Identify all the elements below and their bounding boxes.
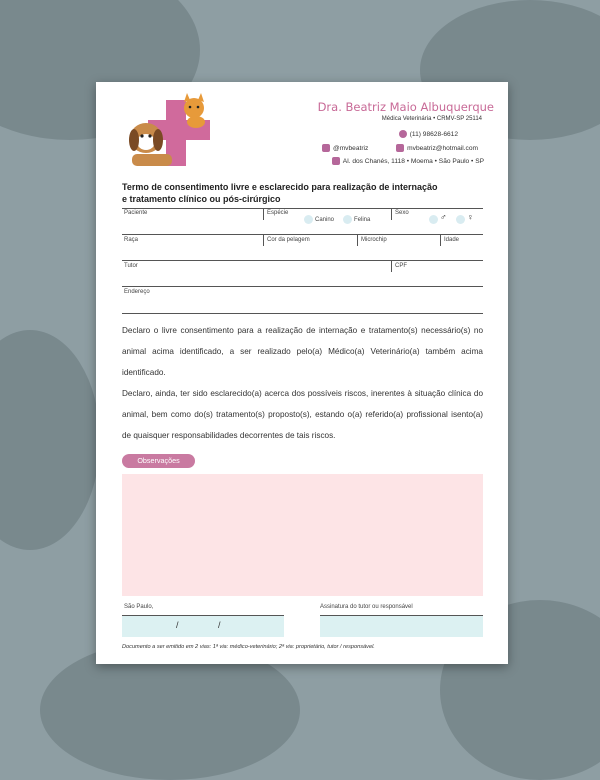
row-divider xyxy=(122,260,483,261)
cor-label: Cor da pelagem xyxy=(267,237,310,243)
phone-text: (11) 98628-6612 xyxy=(409,130,458,138)
background-shadow xyxy=(0,330,100,550)
row-divider xyxy=(122,208,483,209)
address-contact xyxy=(332,157,484,165)
address-text: Al. dos Chanés, 1118 • Moema • São Paulo • SP xyxy=(342,157,484,165)
male-icon: ♂ xyxy=(440,212,447,222)
felina-label: Felina xyxy=(354,217,371,223)
male-radio[interactable] xyxy=(429,215,438,224)
footnote: Documento a ser emitido em 2 vias: 1ª via: médico-veterinário; 2ª via: proprietário, tutor / responsável. xyxy=(122,644,375,650)
divider xyxy=(391,261,392,272)
canino-label: Canino xyxy=(315,217,335,223)
phone-contact xyxy=(399,130,458,138)
microchip-label: Microchip xyxy=(361,237,387,243)
idade-label: Idade xyxy=(444,237,460,243)
female-radio[interactable] xyxy=(456,215,465,224)
female-icon: ♀ xyxy=(467,212,474,222)
form-title xyxy=(122,182,482,205)
instagram-contact xyxy=(322,144,368,152)
consent-paragraph-1: Declaro o livre consentimento para a realização de internação e tratamento(s) necessário(s) no animal acima identificado, a ser realizado pelo(a) Médico(a) Veterinário(a) também acima identificado. xyxy=(122,326,483,377)
paciente-label: Paciente xyxy=(124,210,148,216)
email-text: mvbeatriz@hotmail.com xyxy=(407,144,478,152)
vet-logo xyxy=(124,92,216,172)
form-title-line2: e tratamento clínico ou pós-cirúrgico xyxy=(122,193,281,204)
location-icon xyxy=(332,157,340,165)
signature-line xyxy=(320,615,483,616)
date-slash: / xyxy=(218,620,221,630)
divider xyxy=(391,209,392,220)
observacoes-field[interactable] xyxy=(122,474,483,596)
raca-label: Raça xyxy=(124,237,139,243)
consent-paragraph-2: Declaro, ainda, ter sido esclarecido(a) acerca dos possíveis riscos, inerentes à situação clínica do animal, bem como do(s) tratamento(s) proposto(s), estando o(a) referido(a) profissional isento(a) de quaisquer responsabilidades decorrentes de tais riscos. xyxy=(122,389,483,440)
email-contact xyxy=(396,144,478,152)
endereco-label: Endereço xyxy=(124,289,150,295)
doctor-subtitle: Médica Veterinária • CRMV-SP 25114 xyxy=(381,116,482,122)
divider xyxy=(263,235,264,246)
date-slash: / xyxy=(176,620,179,630)
row-divider xyxy=(122,234,483,235)
row-divider xyxy=(122,313,483,314)
instagram-text: @mvbeatriz xyxy=(333,144,369,152)
signature-label: Assinatura do tutor ou responsável xyxy=(320,604,413,610)
sexo-label: Sexo xyxy=(395,210,409,216)
divider xyxy=(263,209,264,220)
cpf-label: CPF xyxy=(395,263,407,269)
city-label: São Paulo, xyxy=(124,604,154,610)
doctor-name: Dra. Beatriz Maio Albuquerque xyxy=(317,100,494,114)
tutor-label: Tutor xyxy=(124,263,138,269)
instagram-icon xyxy=(322,144,330,152)
signature-field[interactable] xyxy=(320,615,483,637)
form-title-line1: Termo de consentimento livre e esclarecido para realização de internação xyxy=(122,182,438,192)
divider xyxy=(440,235,441,246)
felina-radio[interactable] xyxy=(343,215,352,224)
row-divider xyxy=(122,286,483,287)
email-icon xyxy=(396,144,404,152)
date-line xyxy=(122,615,284,616)
consent-form-page xyxy=(96,82,508,664)
canino-radio[interactable] xyxy=(304,215,313,224)
divider xyxy=(357,235,358,246)
date-field[interactable] xyxy=(122,615,284,637)
especie-label: Espécie xyxy=(267,210,289,216)
whatsapp-icon xyxy=(399,130,407,138)
observacoes-label: Observações xyxy=(122,454,195,468)
